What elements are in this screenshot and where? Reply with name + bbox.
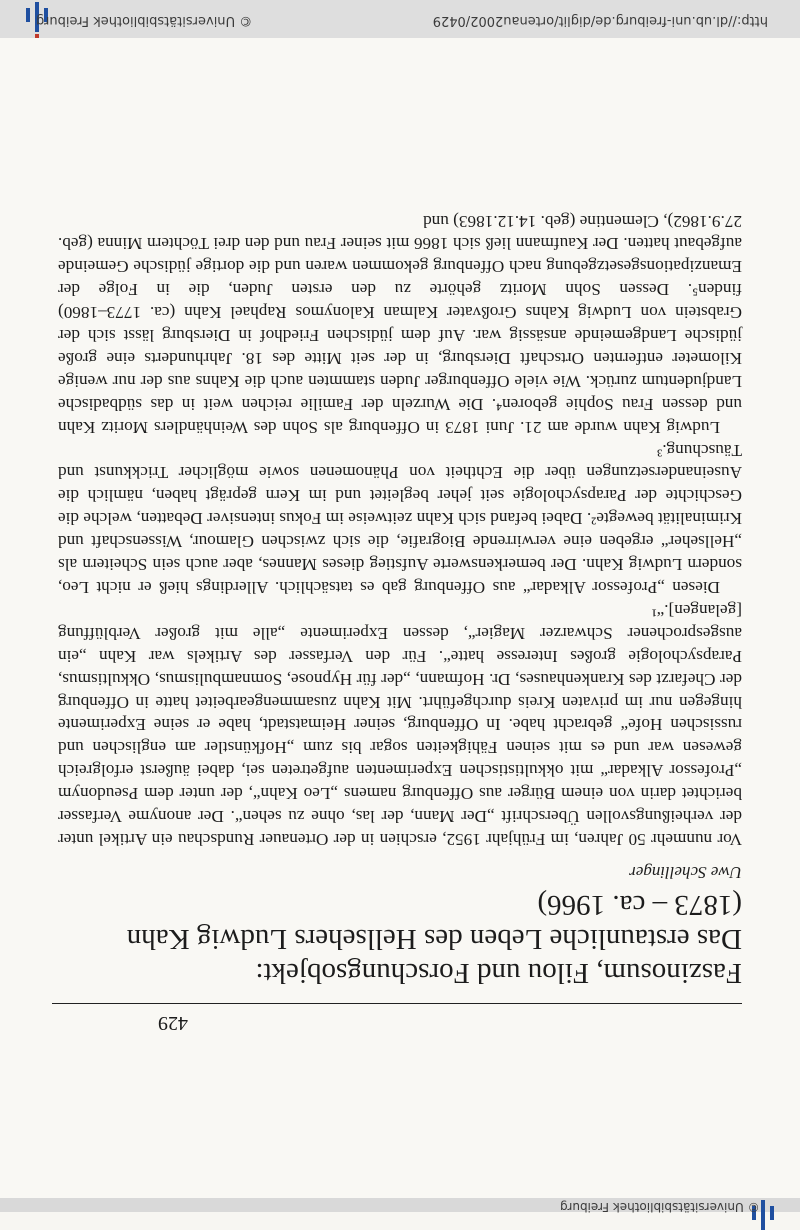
library-header-bar: [0, 1198, 800, 1212]
library-footer-bar: [0, 0, 800, 38]
article-body: [58, 209, 742, 850]
library-credit-secondary: © Universitätsbibliothek Freiburg: [560, 1200, 760, 1214]
source-url[interactable]: http://dl.ub.uni-freiburg.de/diglit/ortenau2002/0429: [432, 13, 768, 28]
library-credit: © Universitätsbibliothek Freiburg: [36, 13, 253, 28]
title-line-3: (1873 – ca. 1966): [537, 889, 742, 921]
author-name: Uwe Schellinger: [629, 863, 742, 882]
paragraph: Vor nunmehr 50 Jahren, im Frühjahr 1952, erschien in der Ortenauer Rundschau ein Artikel unter der verheißungsvollen Überschrift „Der Mann, der las, ohne zu sehen“. Der anonyme Verfasser berichtet darin von einem Bürger aus Offenburg namens „Leo Kahn“, der unter dem Pseudonym „Professor Alkadar“ mit okkultistischen Experimenten aufgetreten sei, dabei äußerst erfolgreich gewesen war und es mit seinen Fähigkeiten sogar bis zum „Hofkünstler am englischen und russischen Hofe“ gebracht habe. In Offenburg, seiner Heimatstadt, habe er seine Experimente hingegen nur im privaten Kreis durchgeführt. Mit Kahn zusammengearbeitet hatte in Offenburg der Chefarzt des Krankenhauses, Dr. Hofmann, „der für Hypnose, Somnambulismus, Okkultismus, Parapsychologie großes Interesse hatte“. Für den Verfasser des Artikels war Kahn „ein ausgesprochener Schwarzer Magier“, dessen Experimente „alle mit großer Verblüffung [gelangen].“¹: [58, 600, 742, 849]
title-line-2: Das erstaunliche Leben des Hellsehers Ludwig Kahn: [126, 923, 742, 955]
paragraph: Diesen „Professor Alkadar“ aus Offenburg gab es tatsächlich. Allerdings hieß er nicht Leo, sondern Ludwig Kahn. Der bemerkenswerte Aufstieg dieses Mannes, aber auch sein Scheitern als „Hellseher“ ergeben eine verwirrende Biografie, die sich zwischen Glamour, Wissenschaft und Kriminalität bewegte². Dabei befand sich Kahn zeitweise im Fokus intensiver Debatten, welche die Geschichte der Parapsychologie seit jeher begleitet und im Kern geprägt haben, nämlich die Auseinandersetzungen über die Echtheit von Phänomenen sowie möglicher Trickkunst und Täuschung.³: [58, 440, 742, 598]
page-number: 429: [158, 1012, 188, 1034]
article-title: [62, 888, 742, 990]
title-line-1: Faszinosum, Filou und Forschungsobjekt:: [255, 957, 742, 989]
paragraph: Ludwig Kahn wurde am 21. Juni 1873 in Offenburg als Sohn des Weinhändlers Moritz Kahn und dessen Frau Sophie geboren⁴. Die Wurzeln der Familie reichen weit in das südbadische Landjudentum zurück. Wie viele Offenburger Juden stammten auch die Kahns aus der nur wenige Kilometer entfernten Ortschaft Diersburg, in der seit Mitte des 18. Jahrhunderts eine große jüdische Landgemeinde ansässig war. Auf dem jüdischen Friedhof in Diersburg lässt sich der Grabstein von Ludwig Kahns Großvater Kalman Kalonymos Raphael Kahn (ca. 1773–1860) finden⁵. Dessen Sohn Moritz gehörte zu den ersten Juden, die in Folge der Emanzipationsgesetzgebung nach Offenburg gekommen waren und die dortige jüdische Gemeinde aufgebaut hatten. Der Kaufmann ließ sich 1866 mit seiner Frau und den drei Töchtern Minna (geb. 27.9.1862), Clementine (geb. 14.12.1863) und: [58, 211, 742, 437]
header-rule: [52, 1003, 742, 1004]
